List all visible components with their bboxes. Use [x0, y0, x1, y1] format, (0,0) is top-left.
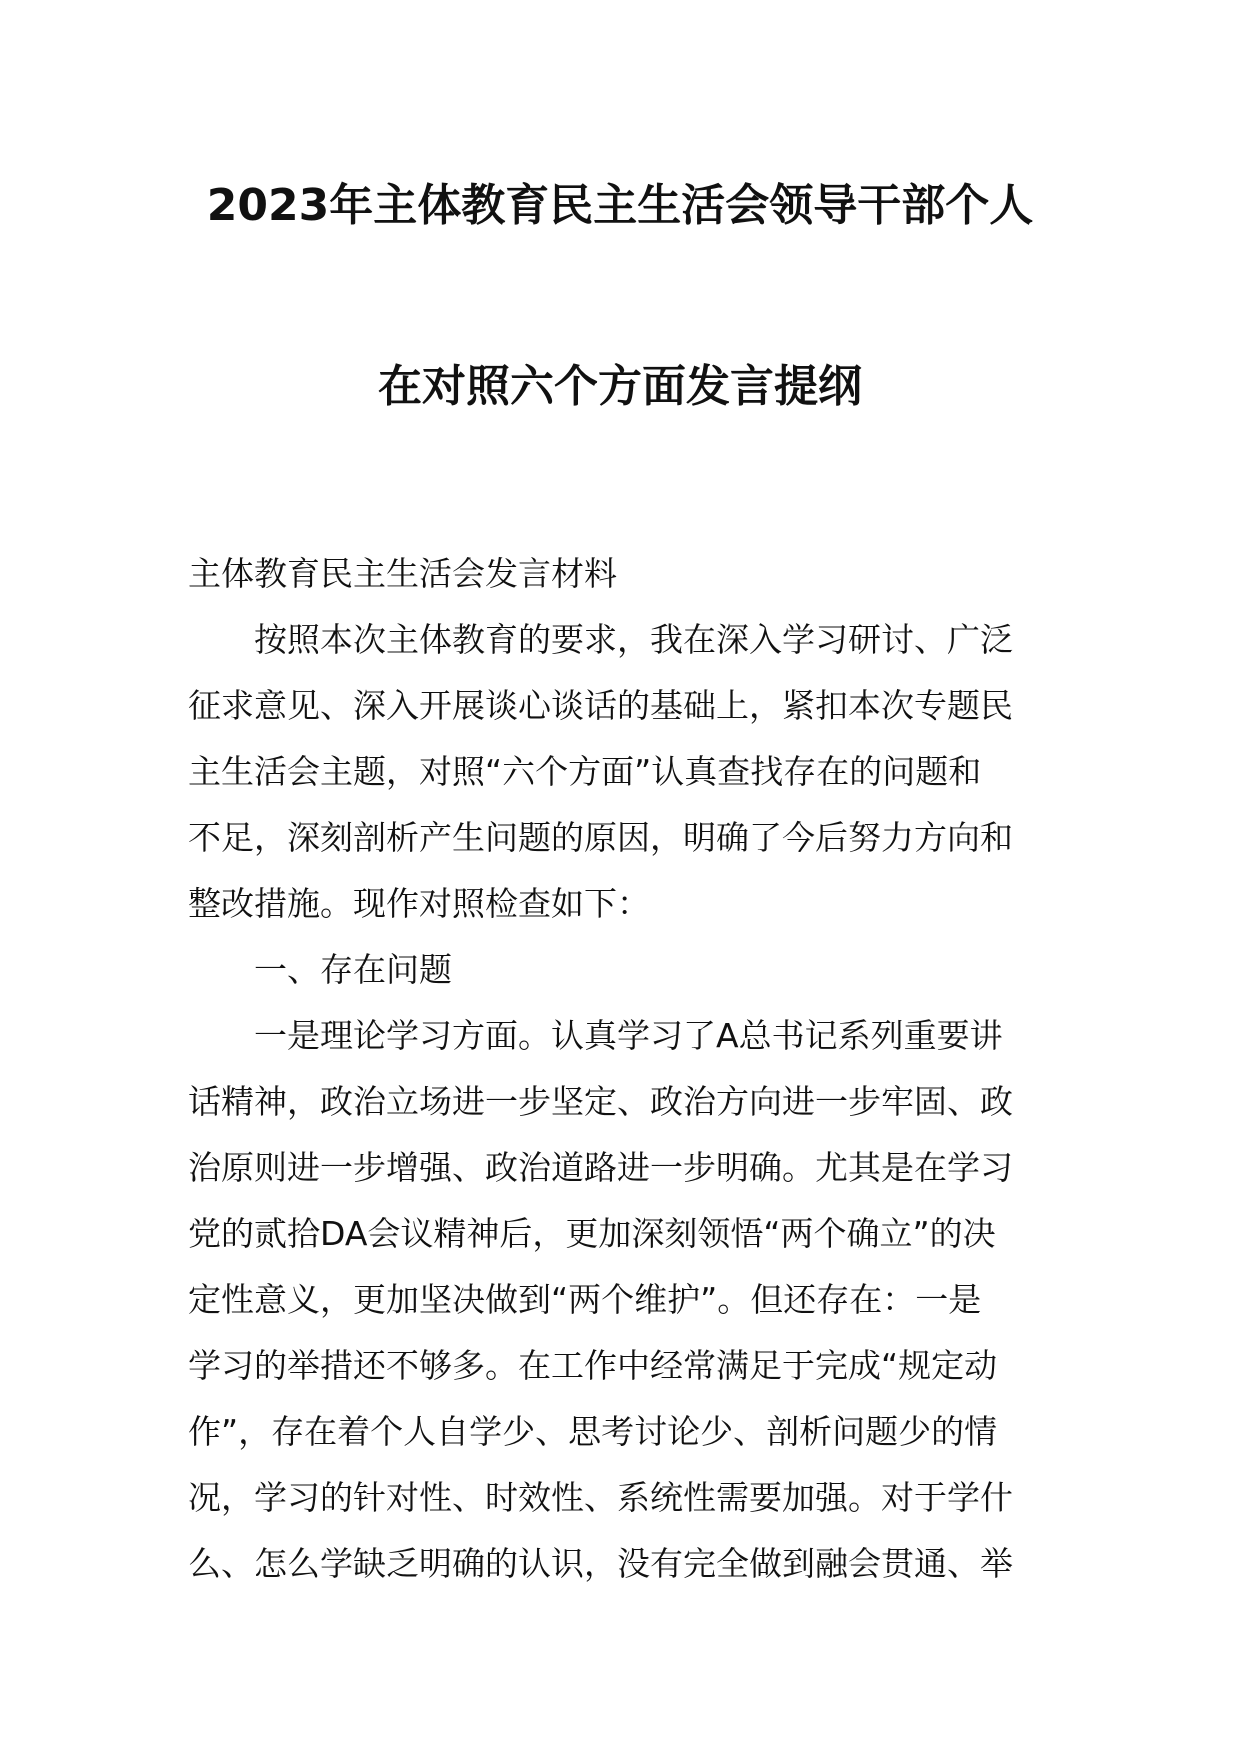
paragraph-line: 党的贰拾DA会议精神后，更加深刻领悟“两个确立”的决 [188, 1214, 996, 1253]
paragraph-line: 不足，深刻剖析产生问题的原因，明确了今后努力方向和 [188, 818, 1013, 857]
paragraph-line: 主生活会主题，对照“六个方面”认真查找存在的问题和 [188, 752, 982, 791]
paragraph-line: 征求意见、深入开展谈心谈话的基础上，紧扣本次专题民 [188, 686, 1013, 725]
paragraph-line: 况，学习的针对性、时效性、系统性需要加强。对于学什 [188, 1478, 1013, 1517]
paragraph-line: 定性意义，更加坚决做到“两个维护”。但还存在：一是 [188, 1280, 982, 1319]
document-title-line-2: 在对照六个方面发言提纲 [378, 361, 862, 412]
section-heading: 一、存在问题 [254, 950, 452, 989]
paragraph-line: 按照本次主体教育的要求，我在深入学习研讨、广泛 [254, 620, 1013, 659]
paragraph-line: 作”，存在着个人自学少、思考讨论少、剖析问题少的情 [188, 1412, 998, 1451]
paragraph-line: 治原则进一步增强、政治道路进一步明确。尤其是在学习 [188, 1148, 1013, 1187]
paragraph-line: 话精神，政治立场进一步坚定、政治方向进一步牢固、政 [188, 1082, 1013, 1121]
document-title-line-1: 2023年主体教育民主生活会领导干部个人 [206, 180, 1034, 231]
paragraph-line: 一是理论学习方面。认真学习了A总书记系列重要讲 [254, 1016, 1003, 1055]
paragraph-line: 整改措施。现作对照检查如下： [188, 884, 650, 923]
paragraph-line: 么、怎么学缺乏明确的认识，没有完全做到融会贯通、举 [188, 1544, 1013, 1583]
paragraph-line: 学习的举措还不够多。在工作中经常满足于完成“规定动 [188, 1346, 998, 1385]
document-body [188, 607, 1068, 1597]
document-subtitle: 主体教育民主生活会发言材料 [188, 554, 617, 593]
